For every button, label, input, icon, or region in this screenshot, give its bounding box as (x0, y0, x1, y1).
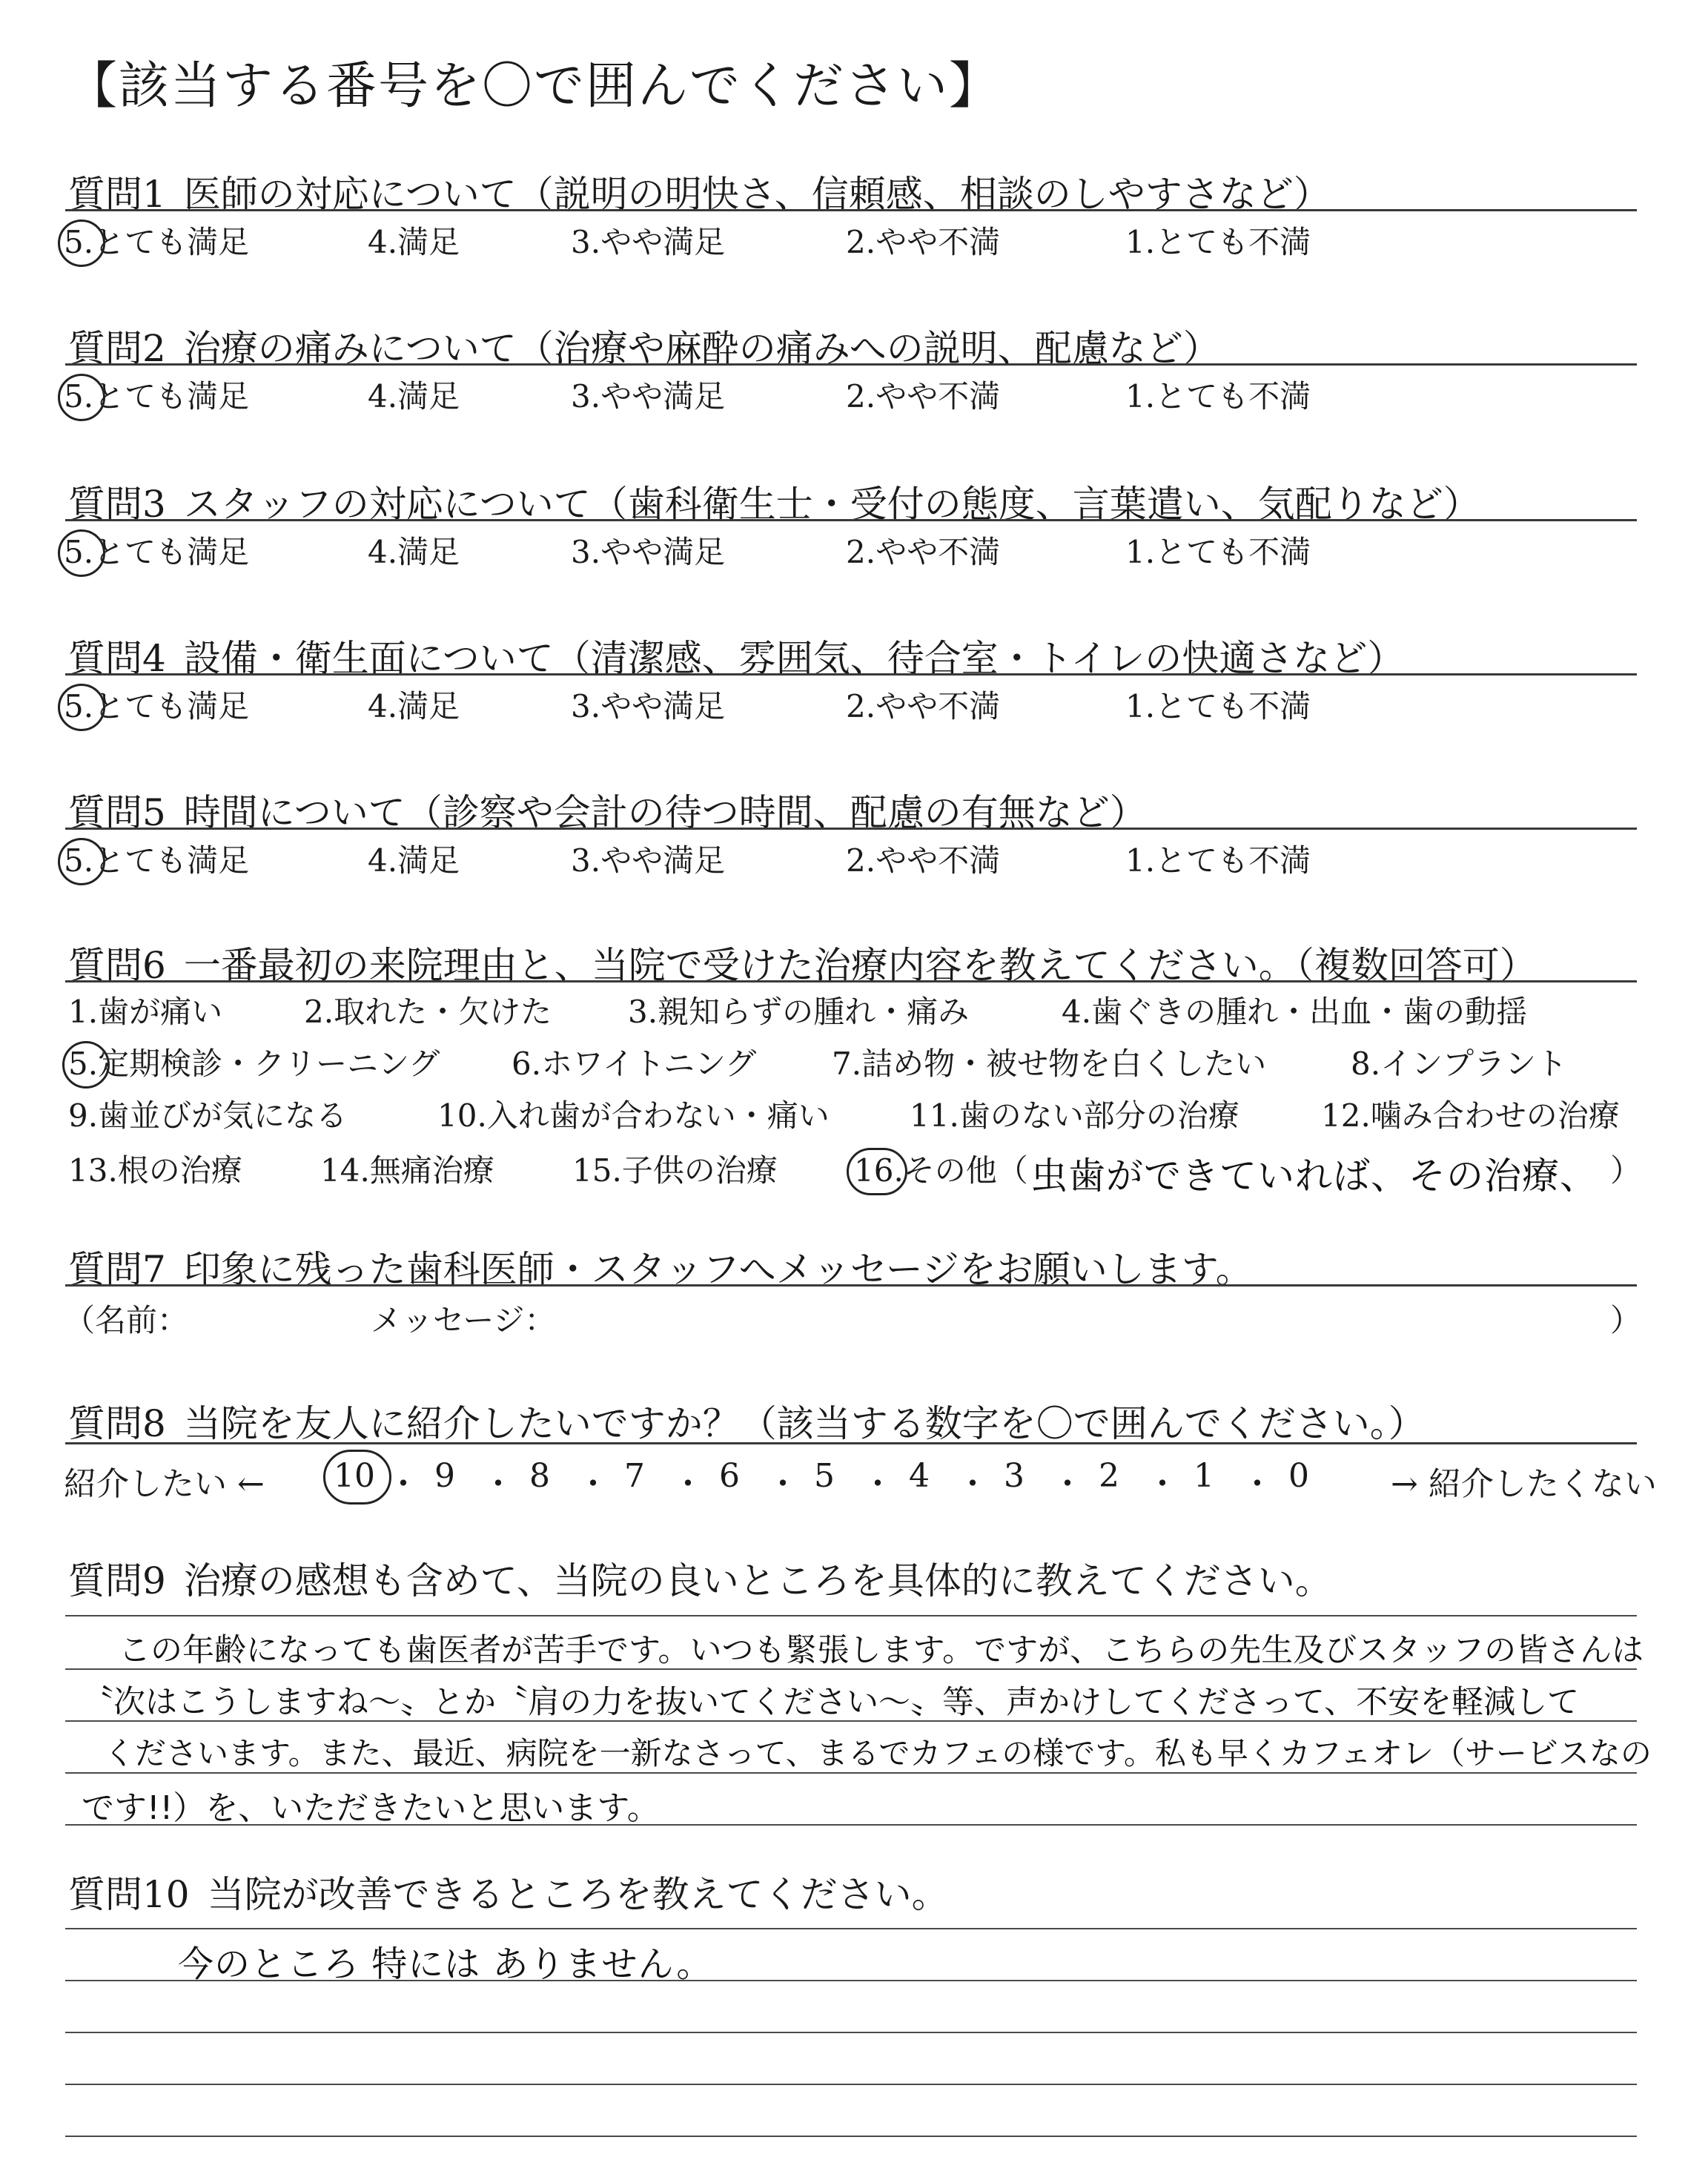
question-2-text: 治療の痛みについて（治療や麻酔の痛みへの説明、配慮など） (183, 327, 1220, 370)
question-2-label: 質問2 (68, 327, 166, 370)
q6-option-number: 1. (68, 994, 99, 1030)
rating-option-number: 3. (571, 842, 601, 879)
q6-option-label: 歯のない部分の治療 (959, 1097, 1239, 1134)
rating-option-label: 満足 (397, 842, 460, 879)
scale-separator: ・ (1051, 1465, 1084, 1503)
rating-option-label: とても満足 (93, 224, 250, 260)
rating-option-number: 2. (846, 224, 876, 260)
rating-option-number: 1. (1125, 534, 1156, 570)
question-3-label: 質問3 (68, 483, 166, 526)
rating-option-number: 1. (1125, 842, 1156, 879)
rating-option-label: 満足 (397, 378, 460, 415)
q6-option-number: 16. (854, 1152, 904, 1189)
question-8-scale (64, 1457, 1657, 1509)
question-1-options (64, 218, 1650, 262)
rating-option-label: とても不満 (1155, 842, 1311, 879)
rating-option-3[interactable] (571, 372, 725, 417)
q6-option-label: 歯並びが気になる (98, 1097, 348, 1134)
rating-option-label: やや不満 (875, 842, 1001, 879)
rating-option-5[interactable] (64, 218, 249, 262)
rating-option-label: 満足 (397, 224, 460, 260)
rating-option-2[interactable] (846, 218, 1000, 262)
scale-value-3[interactable]: 3 (1004, 1457, 1025, 1495)
q6-option-5[interactable] (68, 1040, 440, 1084)
rating-option-number: 2. (846, 842, 876, 879)
scale-value-0[interactable]: 0 (1288, 1457, 1309, 1495)
q6-option-3[interactable] (628, 988, 969, 1032)
rating-option-1[interactable] (1125, 836, 1311, 881)
q6-option-number: 7. (832, 1046, 862, 1082)
question-4-options (64, 682, 1650, 727)
q6-option-number: 4. (1062, 994, 1092, 1030)
q6-option-number: 12. (1321, 1097, 1371, 1134)
question-9-answer-line: 〝次はこうしますね～〟とか〝肩の力を抜いてください～〟等、声かけしてくださって、不安を軽減して (82, 1684, 1580, 1721)
scale-separator: ・ (577, 1465, 609, 1503)
rating-option-2[interactable] (846, 836, 1000, 881)
question-10-answer: 今のところ 特には ありません。 (178, 1943, 713, 1985)
rating-option-label: 満足 (397, 534, 460, 570)
rating-option-label: やや満足 (600, 534, 726, 570)
rating-option-1[interactable] (1125, 682, 1311, 727)
q6-option-number: 5. (68, 1046, 99, 1082)
rating-option-number: 1. (1125, 224, 1156, 260)
rating-option-label: やや不満 (875, 534, 1001, 570)
rating-option-5[interactable] (64, 372, 249, 417)
scale-value-10[interactable]: 10 (334, 1457, 375, 1495)
rating-option-label: とても満足 (93, 842, 250, 879)
q6-option-number: 15. (572, 1152, 622, 1189)
scale-value-5[interactable]: 5 (814, 1457, 835, 1495)
rating-option-number: 2. (846, 688, 876, 724)
rating-option-label: やや満足 (600, 688, 726, 724)
rating-option-label: とても満足 (93, 688, 250, 724)
rating-option-number: 3. (571, 534, 601, 570)
rating-option-label: とても不満 (1155, 224, 1311, 260)
instruction-heading: 【該当する番号を〇で囲んでください】 (67, 57, 1002, 116)
question-7-message-label: メッセージ： (371, 1302, 556, 1338)
question-10-label: 質問10 (68, 1873, 190, 1916)
rating-option-label: 満足 (397, 688, 460, 724)
rating-option-2[interactable] (846, 682, 1000, 727)
q6-option-11[interactable] (910, 1091, 1239, 1136)
question-5-label: 質問5 (68, 791, 166, 834)
scale-value-1[interactable]: 1 (1194, 1457, 1214, 1495)
rating-option-number: 5. (64, 378, 94, 415)
rating-option-label: やや満足 (600, 378, 726, 415)
question-7-label: 質問7 (68, 1248, 166, 1291)
rating-option-number: 2. (846, 534, 876, 570)
rating-option-number: 4. (368, 224, 398, 260)
question-8-rule (65, 1442, 1637, 1444)
q6-option-number: 11. (910, 1097, 959, 1134)
question-4-rule (65, 673, 1637, 676)
q6-option-15[interactable] (572, 1146, 778, 1191)
question-10-line-3 (65, 2032, 1637, 2033)
rating-option-label: やや満足 (600, 842, 726, 879)
rating-option-label: とても不満 (1155, 378, 1311, 415)
rating-option-number: 1. (1125, 378, 1156, 415)
q6-option-label: 歯ぐきの腫れ・出血・歯の動揺 (1091, 994, 1528, 1030)
q6-option-number: 8. (1351, 1046, 1381, 1082)
q6-option-14[interactable] (320, 1146, 494, 1191)
question-7-rule (65, 1284, 1637, 1287)
rating-option-label: やや不満 (875, 224, 1001, 260)
q6-option-label: その他（ (903, 1152, 1028, 1189)
rating-option-2[interactable] (846, 528, 1000, 572)
question-9-text: 治療の感想も含めて、当院の良いところを具体的に教えてください。 (183, 1559, 1332, 1602)
scale-value-2[interactable]: 2 (1099, 1457, 1119, 1495)
question-2-rule (65, 363, 1637, 366)
scale-separator: ・ (1146, 1465, 1179, 1503)
q6-option-label: 子供の治療 (621, 1152, 778, 1189)
q6-option-number: 9. (68, 1097, 99, 1134)
scale-separator: ・ (861, 1465, 894, 1503)
q6-option-8[interactable] (1351, 1040, 1567, 1084)
rating-option-number: 4. (368, 688, 398, 724)
q6-option-label: 取れた・欠けた (334, 994, 552, 1030)
scale-separator: ・ (956, 1465, 989, 1503)
rating-option-label: とても満足 (93, 378, 250, 415)
q6-option-label: 定期検診・クリーニング (98, 1046, 440, 1082)
q6-option-number: 13. (68, 1152, 118, 1189)
question-6-text: 一番最初の来院理由と、当院で受けた治療内容を教えてください。（複数回答可） (183, 944, 1537, 987)
rating-option-number: 5. (64, 224, 94, 260)
rating-option-5[interactable] (64, 528, 249, 572)
question-4-text: 設備・衛生面について（清潔感、雰囲気、待合室・トイレの快適さなど） (183, 637, 1405, 680)
q6-option-9[interactable] (68, 1091, 347, 1136)
q6-option-label: ホワイトニング (541, 1046, 757, 1082)
rating-option-4[interactable] (368, 218, 460, 262)
rating-option-4[interactable] (368, 682, 460, 727)
rating-option-label: とても不満 (1155, 688, 1311, 724)
scale-value-8[interactable]: 8 (529, 1457, 550, 1495)
scale-separator: ・ (767, 1465, 799, 1503)
scale-separator: ・ (482, 1465, 514, 1503)
question-10-line-4 (65, 2084, 1637, 2085)
question-1-rule (65, 209, 1637, 211)
rating-option-1[interactable] (1125, 218, 1311, 262)
question-10-title (68, 1865, 949, 1918)
scale-separator: ・ (1241, 1465, 1274, 1503)
question-6-rule (65, 980, 1637, 982)
rating-option-3[interactable] (571, 218, 725, 262)
rating-option-label: やや不満 (875, 378, 1001, 415)
q6-option-label: 詰め物・被せ物を白くしたい (861, 1046, 1267, 1082)
scale-left-label: 紹介したい ← (64, 1465, 265, 1503)
question-7-name-label: （名前： (64, 1302, 189, 1338)
question-6-row-2 (68, 1040, 1640, 1081)
question-9-answer-line: です!!）を、いただきたいと思います。 (82, 1789, 660, 1827)
question-9-answer-line: この年齢になっても歯医者が苦手です。いつも緊張します。ですが、こちらの先生及びスタッフの皆さんは (119, 1632, 1644, 1669)
question-9-label: 質問9 (68, 1559, 166, 1602)
rating-option-2[interactable] (846, 372, 1000, 417)
question-10-line-5 (65, 2136, 1637, 2137)
scale-value-7[interactable]: 7 (624, 1457, 645, 1495)
rating-option-number: 4. (368, 842, 398, 879)
rating-option-1[interactable] (1125, 372, 1311, 417)
rating-option-number: 5. (64, 534, 94, 570)
rating-option-number: 3. (571, 378, 601, 415)
q6-option-4[interactable] (1062, 988, 1527, 1032)
question-8-title (68, 1394, 1426, 1447)
question-6-label: 質問6 (68, 944, 166, 987)
question-6-row-3 (68, 1091, 1640, 1133)
q6-option-label: 根の治療 (117, 1152, 242, 1189)
q6-option-label: インプラント (1380, 1046, 1568, 1082)
q6-option-number: 3. (628, 994, 658, 1030)
question-6-other-close: ） (1610, 1152, 1642, 1189)
q6-option-6[interactable] (512, 1040, 756, 1084)
q6-option-number: 2. (304, 994, 334, 1030)
question-9-title (68, 1551, 1332, 1605)
rating-option-3[interactable] (571, 528, 725, 572)
q6-option-12[interactable] (1321, 1091, 1620, 1136)
rating-option-3[interactable] (571, 682, 725, 727)
q6-option-13[interactable] (68, 1146, 242, 1191)
question-3-options (64, 528, 1650, 572)
rating-option-number: 2. (846, 378, 876, 415)
question-10-text: 当院が改善できるところを教えてください。 (207, 1873, 949, 1916)
question-3-rule (65, 519, 1637, 521)
rating-option-number: 5. (64, 842, 94, 879)
rating-option-label: とても満足 (93, 534, 250, 570)
rating-option-number: 4. (368, 378, 398, 415)
q6-option-2[interactable] (304, 988, 552, 1032)
q6-option-number: 10. (437, 1097, 487, 1134)
q6-option-label: 無痛治療 (369, 1152, 494, 1189)
q6-option-number: 14. (320, 1152, 370, 1189)
q6-option-1[interactable] (68, 988, 222, 1032)
scale-value-9[interactable]: 9 (434, 1457, 455, 1495)
question-7-text: 印象に残った歯科医師・スタッフへメッセージをお願いします。 (183, 1248, 1253, 1291)
q6-option-7[interactable] (832, 1040, 1266, 1084)
q6-option-label: 噛み合わせの治療 (1370, 1097, 1620, 1134)
rating-option-label: やや不満 (875, 688, 1001, 724)
rating-option-4[interactable] (368, 836, 460, 881)
question-10-line-1 (65, 1928, 1637, 1929)
q6-option-16[interactable] (854, 1146, 1028, 1191)
question-5-options (64, 836, 1650, 881)
question-9-line-1 (65, 1615, 1637, 1616)
question-5-text: 時間について（診察や会計の待つ時間、配慮の有無など） (183, 791, 1147, 834)
q6-option-label: 入れ歯が合わない・痛い (486, 1097, 830, 1134)
rating-option-number: 5. (64, 688, 94, 724)
question-4-label: 質問4 (68, 637, 166, 680)
scale-value-4[interactable]: 4 (909, 1457, 930, 1495)
question-6-other-answer: 虫歯ができていれば、その治療、 (1030, 1155, 1598, 1198)
question-8-text: 当院を友人に紹介したいですか？（該当する数字を〇で囲んでください。） (183, 1402, 1426, 1445)
question-5-rule (65, 828, 1637, 830)
rating-option-4[interactable] (368, 528, 460, 572)
rating-option-number: 3. (571, 224, 601, 260)
rating-option-number: 4. (368, 534, 398, 570)
q6-option-number: 6. (512, 1046, 542, 1082)
scale-separator: ・ (387, 1465, 420, 1503)
rating-option-5[interactable] (64, 682, 249, 727)
scale-value-6[interactable]: 6 (719, 1457, 740, 1495)
rating-option-4[interactable] (368, 372, 460, 417)
question-1-label: 質問1 (68, 173, 166, 216)
question-9-answer-line: くださいます。また、最近、病院を一新なさって、まるでカフェの様です。私も早くカフェオレ（サービスなの (104, 1735, 1652, 1771)
question-6-row-1 (68, 988, 1640, 1029)
question-2-options (64, 372, 1650, 417)
q6-option-label: 歯が痛い (98, 994, 223, 1030)
question-1-text: 医師の対応について（説明の明快さ、信頼感、相談のしやすさなど） (183, 173, 1331, 216)
rating-option-5[interactable] (64, 836, 249, 881)
rating-option-number: 3. (571, 688, 601, 724)
rating-option-label: とても不満 (1155, 534, 1311, 570)
q6-option-10[interactable] (437, 1091, 830, 1136)
question-8-label: 質問8 (68, 1402, 166, 1445)
rating-option-number: 1. (1125, 688, 1156, 724)
question-7-close: ） (1610, 1302, 1642, 1338)
scale-right-label: → 紹介したくない (1391, 1465, 1657, 1503)
rating-option-label: やや満足 (600, 224, 726, 260)
rating-option-3[interactable] (571, 836, 725, 881)
q6-option-label: 親知らずの腫れ・痛み (658, 994, 970, 1030)
scale-separator: ・ (672, 1465, 704, 1503)
question-3-text: スタッフの対応について（歯科衛生士・受付の態度、言葉遣い、気配りなど） (183, 483, 1480, 526)
rating-option-1[interactable] (1125, 528, 1311, 572)
